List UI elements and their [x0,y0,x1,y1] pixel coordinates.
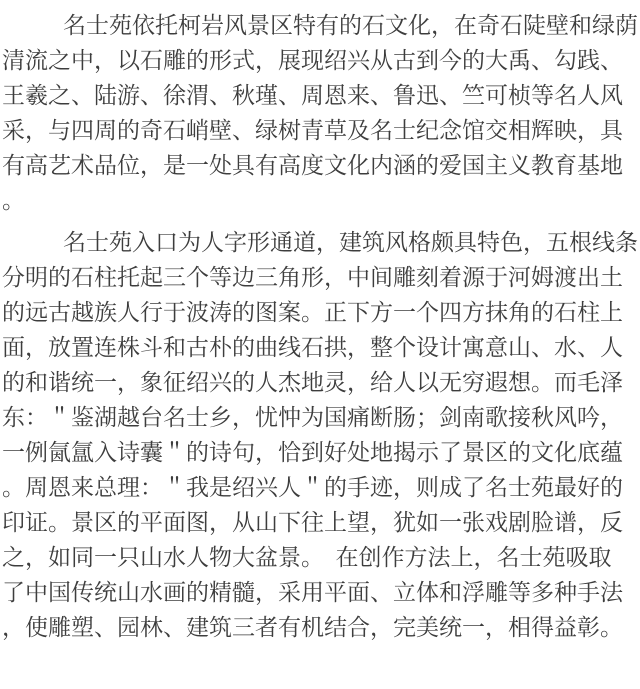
text-line: 有高艺术品位，是一处具有高度文化内涵的爱国主义教育基地 [2,153,623,179]
text-line: 面，放置连株斗和古朴的曲线石拱，整个设计寓意山、水、人 [2,335,623,361]
text-line: 采，与四周的奇石峭壁、绿树青草及名士纪念馆交相辉映，具 [2,118,623,144]
text-line: 名士苑依托柯岩风景区特有的石文化，在奇石陡壁和绿荫 [63,13,638,39]
text-line: 名士苑入口为人字形通道，建筑风格颇具特色，五根线条 [63,230,638,256]
paragraph-2 [2,226,640,646]
text-line: 印证。景区的平面图，从山下往上望，犹如一张戏剧脸谱，反 [2,510,623,536]
text-line: 。 [2,188,25,214]
text-line: 王羲之、陆游、徐渭、秋瑾、周恩来、鲁迅、竺可桢等名人风 [2,83,623,109]
text-line: 一例氤氲入诗囊＂的诗句，恰到好处地揭示了景区的文化底蕴 [2,440,623,466]
text-line: 分明的石柱托起三个等边三角形，中间雕刻着源于河姆渡出土 [2,265,623,291]
text-line: 东：＂鉴湖越台名士乡，忧忡为国痛断肠；剑南歌接秋风吟， [2,405,623,431]
text-line: 清流之中，以石雕的形式，展现绍兴从古到今的大禹、勾践、 [2,48,623,74]
text-line: 之，如同一只山水人物大盆景。 在创作方法上，名士苑吸取 [2,545,612,571]
text-line: 。周恩来总理：＂我是绍兴人＂的手迹，则成了名士苑最好的 [2,475,623,501]
text-line: ，使雕塑、园林、建筑三者有机结合，完美统一，相得益彰。 [2,615,623,641]
paragraph-1 [2,9,640,219]
text-line: 了中国传统山水画的精髓，采用平面、立体和浮雕等多种手法 [2,580,623,606]
text-line: 的远古越族人行于波涛的图案。正下方一个四方抹角的石柱上 [2,300,623,326]
text-line: 的和谐统一，象征绍兴的人杰地灵，给人以无穷遐想。而毛泽 [2,370,623,396]
